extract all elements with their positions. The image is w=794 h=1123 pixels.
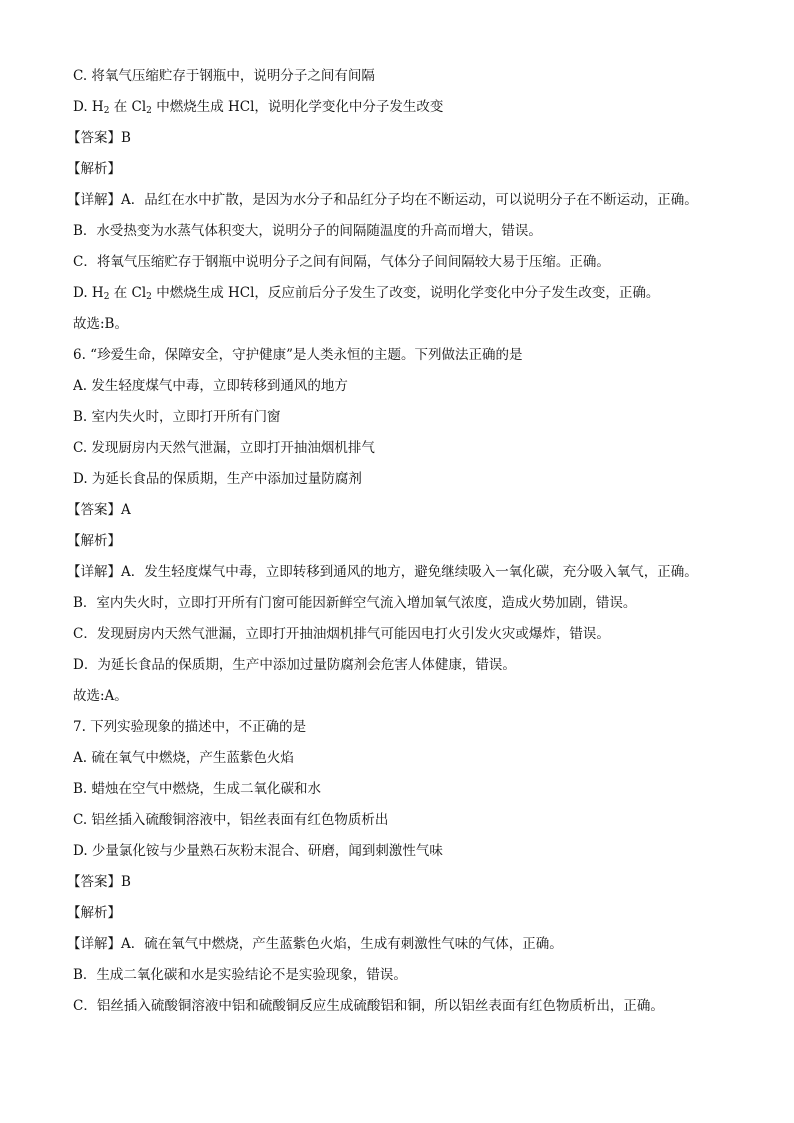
q7-explanation-a <box>67 935 767 953</box>
q7-option-c <box>73 811 773 829</box>
text: 【解析】 <box>67 905 121 921</box>
q6-analysis-heading <box>67 532 767 550</box>
q5-option-c <box>73 67 773 85</box>
formula-post: 中燃烧生成 HCl，反应前后分子发生了改变，说明化学变化中分子发生改变，正确。 <box>151 285 660 301</box>
text: B．室内失火时，立即打开所有门窗可能因新鲜空气流入增加氧气浓度，造成火势加剧，错误。 <box>73 595 637 611</box>
text: C. 将氧气压缩贮存于钢瓶中，说明分子之间有间隔 <box>73 68 375 84</box>
text: 【解析】 <box>67 161 121 177</box>
q6-stem <box>73 346 773 364</box>
q5-option-d <box>73 98 773 116</box>
text: B. 蜡烛在空气中燃烧，生成二氧化碳和水 <box>73 781 322 797</box>
text: C. 发现厨房内天然气泄漏，立即打开抽油烟机排气 <box>73 440 375 456</box>
text: 故选:B。 <box>73 316 128 332</box>
q5-explanation-a <box>67 191 767 209</box>
text: B. 室内失火时，立即打开所有门窗 <box>73 409 281 425</box>
text: D．为延长食品的保质期，生产中添加过量防腐剂会危害人体健康，错误。 <box>73 657 516 673</box>
q6-explanation-b <box>73 594 773 612</box>
q7-option-d <box>73 842 773 860</box>
subscript: 2 <box>103 292 110 302</box>
subscript: 2 <box>146 106 152 116</box>
q5-conclusion <box>73 315 773 333</box>
text: 【答案】B <box>67 130 131 146</box>
text: 【详解】A．品红在水中扩散，是因为水分子和品红分子均在不断运动，可以说明分子在不断运动，正确。 <box>67 192 698 208</box>
q6-option-a <box>73 377 773 395</box>
q7-analysis-heading <box>67 904 767 922</box>
q7-answer <box>67 873 767 891</box>
text: C．发现厨房内天然气泄漏，立即打开抽油烟机排气可能因电打火引发火灾或爆炸，错误。 <box>73 626 610 642</box>
text: 故选:A。 <box>73 688 128 704</box>
text: C．铝丝插入硫酸铜溶液中铝和硫酸铜反应生成硫酸铝和铜，所以铝丝表面有红色物质析出，正确。 <box>73 998 664 1014</box>
text: D. 少量氯化铵与少量熟石灰粉末混合、研磨，闻到刺激性气味 <box>73 843 443 859</box>
text: B．生成二氧化碳和水是实验结论不是实验现象，错误。 <box>73 967 407 983</box>
text: 【详解】A．发生轻度煤气中毒，立即转移到通风的地方，避免继续吸入一氧化碳，充分吸入氧气，正确。 <box>67 564 698 580</box>
formula-pre: D. H <box>73 99 104 115</box>
text: A. 硫在氧气中燃烧，产生蓝紫色火焰 <box>73 750 294 766</box>
subscript: 2 <box>103 106 110 116</box>
q7-stem <box>73 718 773 736</box>
q7-option-a <box>73 749 773 767</box>
q6-explanation-c <box>73 625 773 643</box>
text: A. 发生轻度煤气中毒，立即转移到通风的地方 <box>73 378 348 394</box>
q6-option-b <box>73 408 773 426</box>
q6-answer <box>67 501 767 519</box>
text: 7. 下列实验现象的描述中，不正确的是 <box>73 719 307 735</box>
q6-explanation-d <box>73 656 773 674</box>
text: C．将氧气压缩贮存于钢瓶中说明分子之间有间隔，气体分子间间隔较大易于压缩。正确。 <box>73 254 610 270</box>
q6-explanation-a <box>67 563 767 581</box>
formula-mid: 在 Cl <box>109 285 147 301</box>
q5-analysis-heading <box>67 160 767 178</box>
text: 【解析】 <box>67 533 121 549</box>
formula-post: 中燃烧生成 HCl，说明化学变化中分子发生改变 <box>151 99 444 115</box>
formula-mid: 在 Cl <box>109 99 147 115</box>
text: 6. “珍爱生命，保障安全，守护健康”是人类永恒的主题。下列做法正确的是 <box>73 347 523 363</box>
text: B．水受热变为水蒸气体积变大，说明分子的间隔随温度的升高而增大，错误。 <box>73 223 542 239</box>
text: C. 铝丝插入硫酸铜溶液中，铝丝表面有红色物质析出 <box>73 812 389 828</box>
q6-option-d <box>73 470 773 488</box>
formula-pre: D. H <box>73 285 104 301</box>
q5-explanation-d <box>73 284 773 302</box>
q5-answer <box>67 129 767 147</box>
q6-conclusion <box>73 687 773 705</box>
q7-option-b <box>73 780 773 798</box>
q7-explanation-b <box>73 966 773 984</box>
subscript: 2 <box>146 292 152 302</box>
text: D. 为延长食品的保质期，生产中添加过量防腐剂 <box>73 471 362 487</box>
q7-explanation-c <box>73 997 773 1015</box>
text: 【详解】A．硫在氧气中燃烧，产生蓝紫色火焰，生成有刺激性气味的气体，正确。 <box>67 936 563 952</box>
text: 【答案】A <box>67 502 131 518</box>
q6-option-c <box>73 439 773 457</box>
q5-explanation-c <box>73 253 773 271</box>
q5-explanation-b <box>73 222 773 240</box>
text: 【答案】B <box>67 874 131 890</box>
